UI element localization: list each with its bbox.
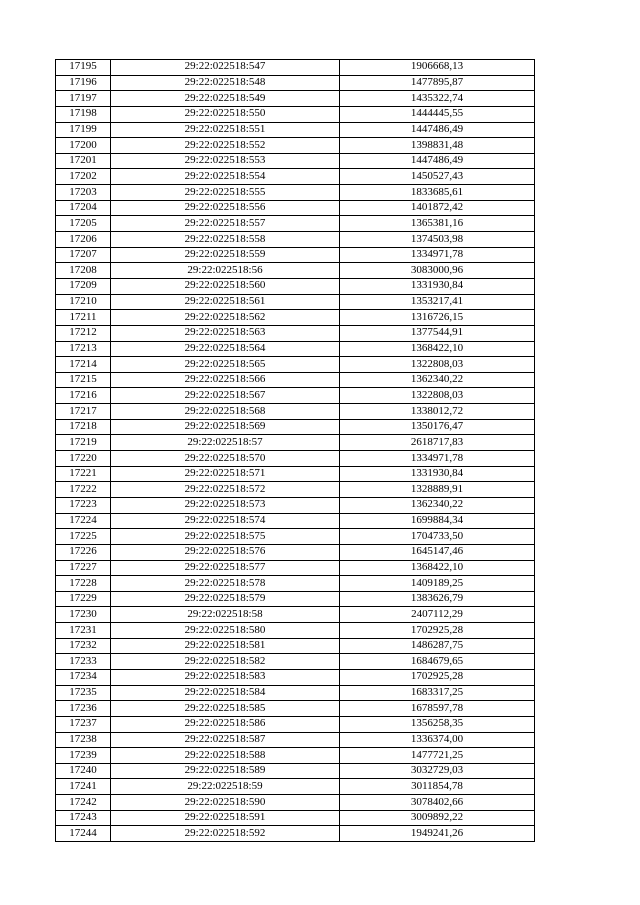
cadastral-number-cell: 29:22:022518:582 xyxy=(111,654,340,670)
cadastral-number-cell: 29:22:022518:568 xyxy=(111,404,340,420)
cadastral-number-cell: 29:22:022518:571 xyxy=(111,466,340,482)
table-row xyxy=(56,372,535,388)
table-row xyxy=(56,357,535,373)
row-number-cell: 17198 xyxy=(56,106,111,122)
cadastral-value-cell: 1699884,34 xyxy=(340,513,535,529)
row-number-cell: 17225 xyxy=(56,529,111,545)
cadastral-number-cell: 29:22:022518:588 xyxy=(111,748,340,764)
row-number-cell: 17202 xyxy=(56,169,111,185)
table-row xyxy=(56,607,535,623)
cadastral-value-cell: 1336374,00 xyxy=(340,732,535,748)
cadastral-number-cell: 29:22:022518:551 xyxy=(111,122,340,138)
cadastral-number-cell: 29:22:022518:549 xyxy=(111,91,340,107)
cadastral-number-cell: 29:22:022518:573 xyxy=(111,497,340,513)
row-number-cell: 17209 xyxy=(56,278,111,294)
cadastral-number-cell: 29:22:022518:547 xyxy=(111,60,340,76)
row-number-cell: 17234 xyxy=(56,669,111,685)
cadastral-value-cell: 1328889,91 xyxy=(340,482,535,498)
table-row xyxy=(56,419,535,435)
table-row xyxy=(56,404,535,420)
cadastral-value-cell: 1398831,48 xyxy=(340,138,535,154)
cadastral-number-cell: 29:22:022518:552 xyxy=(111,138,340,154)
table-row xyxy=(56,200,535,216)
cadastral-value-cell: 1322808,03 xyxy=(340,388,535,404)
cadastral-number-cell: 29:22:022518:57 xyxy=(111,435,340,451)
cadastral-number-cell: 29:22:022518:562 xyxy=(111,310,340,326)
row-number-cell: 17231 xyxy=(56,623,111,639)
row-number-cell: 17215 xyxy=(56,372,111,388)
row-number-cell: 17200 xyxy=(56,138,111,154)
table-row xyxy=(56,701,535,717)
table-row xyxy=(56,513,535,529)
cadastral-number-cell: 29:22:022518:558 xyxy=(111,232,340,248)
cadastral-value-cell: 1833685,61 xyxy=(340,185,535,201)
table-row xyxy=(56,122,535,138)
table-row xyxy=(56,278,535,294)
row-number-cell: 17195 xyxy=(56,60,111,76)
table-row xyxy=(56,341,535,357)
row-number-cell: 17227 xyxy=(56,560,111,576)
cadastral-value-cell: 3011854,78 xyxy=(340,779,535,795)
row-number-cell: 17211 xyxy=(56,310,111,326)
table-row xyxy=(56,669,535,685)
row-number-cell: 17229 xyxy=(56,591,111,607)
row-number-cell: 17197 xyxy=(56,91,111,107)
row-number-cell: 17244 xyxy=(56,826,111,842)
row-number-cell: 17220 xyxy=(56,451,111,467)
cadastral-value-cell: 1316726,15 xyxy=(340,310,535,326)
cadastral-number-cell: 29:22:022518:570 xyxy=(111,451,340,467)
cadastral-number-cell: 29:22:022518:565 xyxy=(111,357,340,373)
cadastral-number-cell: 29:22:022518:564 xyxy=(111,341,340,357)
cadastral-number-cell: 29:22:022518:592 xyxy=(111,826,340,842)
table-row xyxy=(56,591,535,607)
row-number-cell: 17207 xyxy=(56,247,111,263)
cadastral-number-cell: 29:22:022518:576 xyxy=(111,544,340,560)
row-number-cell: 17237 xyxy=(56,716,111,732)
row-number-cell: 17201 xyxy=(56,153,111,169)
cadastral-value-cell: 1409189,25 xyxy=(340,576,535,592)
row-number-cell: 17208 xyxy=(56,263,111,279)
cadastral-value-cell: 1477895,87 xyxy=(340,75,535,91)
table-row xyxy=(56,106,535,122)
cadastral-number-cell: 29:22:022518:581 xyxy=(111,638,340,654)
cadastral-number-cell: 29:22:022518:577 xyxy=(111,560,340,576)
cadastral-number-cell: 29:22:022518:575 xyxy=(111,529,340,545)
table-row xyxy=(56,388,535,404)
row-number-cell: 17210 xyxy=(56,294,111,310)
cadastral-number-cell: 29:22:022518:580 xyxy=(111,623,340,639)
table-row xyxy=(56,544,535,560)
table-row xyxy=(56,310,535,326)
cadastral-value-cell: 1702925,28 xyxy=(340,623,535,639)
cadastral-value-cell: 1356258,35 xyxy=(340,716,535,732)
row-number-cell: 17243 xyxy=(56,810,111,826)
table-row xyxy=(56,638,535,654)
cadastral-value-cell: 1331930,84 xyxy=(340,466,535,482)
row-number-cell: 17240 xyxy=(56,763,111,779)
cadastral-value-cell: 1444445,55 xyxy=(340,106,535,122)
cadastral-value-cell: 3083000,96 xyxy=(340,263,535,279)
cadastral-value-cell: 1949241,26 xyxy=(340,826,535,842)
cadastral-number-cell: 29:22:022518:583 xyxy=(111,669,340,685)
cadastral-value-cell: 2407112,29 xyxy=(340,607,535,623)
cadastral-number-cell: 29:22:022518:59 xyxy=(111,779,340,795)
row-number-cell: 17230 xyxy=(56,607,111,623)
cadastral-value-cell: 1334971,78 xyxy=(340,247,535,263)
cadastral-number-cell: 29:22:022518:569 xyxy=(111,419,340,435)
table-row xyxy=(56,138,535,154)
row-number-cell: 17218 xyxy=(56,419,111,435)
cadastral-value-table xyxy=(55,59,535,842)
cadastral-value-cell: 3078402,66 xyxy=(340,795,535,811)
cadastral-number-cell: 29:22:022518:559 xyxy=(111,247,340,263)
cadastral-value-cell: 3009892,22 xyxy=(340,810,535,826)
table-row xyxy=(56,169,535,185)
table-row xyxy=(56,748,535,764)
table-row xyxy=(56,294,535,310)
cadastral-number-cell: 29:22:022518:550 xyxy=(111,106,340,122)
cadastral-value-cell: 1362340,22 xyxy=(340,497,535,513)
cadastral-value-cell: 1683317,25 xyxy=(340,685,535,701)
table-row xyxy=(56,153,535,169)
cadastral-number-cell: 29:22:022518:589 xyxy=(111,763,340,779)
cadastral-number-cell: 29:22:022518:553 xyxy=(111,153,340,169)
table-row xyxy=(56,810,535,826)
cadastral-number-cell: 29:22:022518:561 xyxy=(111,294,340,310)
cadastral-value-cell: 1322808,03 xyxy=(340,357,535,373)
row-number-cell: 17196 xyxy=(56,75,111,91)
cadastral-value-cell: 1702925,28 xyxy=(340,669,535,685)
row-number-cell: 17205 xyxy=(56,216,111,232)
cadastral-value-cell: 1365381,16 xyxy=(340,216,535,232)
table-row xyxy=(56,576,535,592)
cadastral-value-cell: 1906668,13 xyxy=(340,60,535,76)
table-row xyxy=(56,466,535,482)
row-number-cell: 17232 xyxy=(56,638,111,654)
cadastral-number-cell: 29:22:022518:560 xyxy=(111,278,340,294)
row-number-cell: 17221 xyxy=(56,466,111,482)
cadastral-number-cell: 29:22:022518:572 xyxy=(111,482,340,498)
cadastral-value-cell: 1362340,22 xyxy=(340,372,535,388)
table-row xyxy=(56,732,535,748)
cadastral-value-cell: 1401872,42 xyxy=(340,200,535,216)
table-row xyxy=(56,247,535,263)
cadastral-value-cell: 1374503,98 xyxy=(340,232,535,248)
cadastral-number-cell: 29:22:022518:586 xyxy=(111,716,340,732)
table-row xyxy=(56,435,535,451)
cadastral-number-cell: 29:22:022518:58 xyxy=(111,607,340,623)
row-number-cell: 17226 xyxy=(56,544,111,560)
cadastral-number-cell: 29:22:022518:557 xyxy=(111,216,340,232)
table-row xyxy=(56,185,535,201)
cadastral-value-cell: 1334971,78 xyxy=(340,451,535,467)
table-row xyxy=(56,685,535,701)
cadastral-value-cell: 1447486,49 xyxy=(340,153,535,169)
cadastral-number-cell: 29:22:022518:584 xyxy=(111,685,340,701)
table-row xyxy=(56,623,535,639)
row-number-cell: 17217 xyxy=(56,404,111,420)
cadastral-number-cell: 29:22:022518:585 xyxy=(111,701,340,717)
cadastral-number-cell: 29:22:022518:590 xyxy=(111,795,340,811)
cadastral-value-cell: 1383626,79 xyxy=(340,591,535,607)
table-row xyxy=(56,826,535,842)
table-row xyxy=(56,654,535,670)
table-row xyxy=(56,529,535,545)
row-number-cell: 17242 xyxy=(56,795,111,811)
cadastral-value-cell: 1486287,75 xyxy=(340,638,535,654)
cadastral-number-cell: 29:22:022518:566 xyxy=(111,372,340,388)
cadastral-number-cell: 29:22:022518:548 xyxy=(111,75,340,91)
cadastral-value-cell: 1368422,10 xyxy=(340,560,535,576)
table-row xyxy=(56,325,535,341)
row-number-cell: 17235 xyxy=(56,685,111,701)
cadastral-number-cell: 29:22:022518:574 xyxy=(111,513,340,529)
table-row xyxy=(56,216,535,232)
row-number-cell: 17239 xyxy=(56,748,111,764)
cadastral-value-cell: 1353217,41 xyxy=(340,294,535,310)
cadastral-value-cell: 3032729,03 xyxy=(340,763,535,779)
table-row xyxy=(56,91,535,107)
cadastral-value-cell: 1377544,91 xyxy=(340,325,535,341)
cadastral-number-cell: 29:22:022518:556 xyxy=(111,200,340,216)
cadastral-value-cell: 1368422,10 xyxy=(340,341,535,357)
row-number-cell: 17224 xyxy=(56,513,111,529)
cadastral-value-cell: 1350176,47 xyxy=(340,419,535,435)
cadastral-value-cell: 1338012,72 xyxy=(340,404,535,420)
cadastral-value-cell: 2618717,83 xyxy=(340,435,535,451)
cadastral-number-cell: 29:22:022518:579 xyxy=(111,591,340,607)
table-row xyxy=(56,497,535,513)
cadastral-value-cell: 1684679,65 xyxy=(340,654,535,670)
row-number-cell: 17199 xyxy=(56,122,111,138)
cadastral-value-cell: 1678597,78 xyxy=(340,701,535,717)
cadastral-number-cell: 29:22:022518:587 xyxy=(111,732,340,748)
table-row xyxy=(56,560,535,576)
row-number-cell: 17238 xyxy=(56,732,111,748)
row-number-cell: 17214 xyxy=(56,357,111,373)
cadastral-value-cell: 1331930,84 xyxy=(340,278,535,294)
cadastral-number-cell: 29:22:022518:56 xyxy=(111,263,340,279)
table-row xyxy=(56,795,535,811)
row-number-cell: 17223 xyxy=(56,497,111,513)
cadastral-value-cell: 1704733,50 xyxy=(340,529,535,545)
table-row xyxy=(56,763,535,779)
row-number-cell: 17212 xyxy=(56,325,111,341)
cadastral-value-cell: 1435322,74 xyxy=(340,91,535,107)
row-number-cell: 17219 xyxy=(56,435,111,451)
row-number-cell: 17213 xyxy=(56,341,111,357)
table-row xyxy=(56,716,535,732)
cadastral-number-cell: 29:22:022518:555 xyxy=(111,185,340,201)
row-number-cell: 17206 xyxy=(56,232,111,248)
row-number-cell: 17222 xyxy=(56,482,111,498)
table-row xyxy=(56,779,535,795)
row-number-cell: 17241 xyxy=(56,779,111,795)
cadastral-number-cell: 29:22:022518:554 xyxy=(111,169,340,185)
cadastral-number-cell: 29:22:022518:563 xyxy=(111,325,340,341)
row-number-cell: 17203 xyxy=(56,185,111,201)
table-row xyxy=(56,75,535,91)
cadastral-number-cell: 29:22:022518:591 xyxy=(111,810,340,826)
cadastral-number-cell: 29:22:022518:578 xyxy=(111,576,340,592)
table-row xyxy=(56,60,535,76)
cadastral-value-cell: 1645147,46 xyxy=(340,544,535,560)
table-row xyxy=(56,451,535,467)
row-number-cell: 17228 xyxy=(56,576,111,592)
row-number-cell: 17233 xyxy=(56,654,111,670)
table-row xyxy=(56,482,535,498)
table-row xyxy=(56,263,535,279)
row-number-cell: 17236 xyxy=(56,701,111,717)
table-row xyxy=(56,232,535,248)
row-number-cell: 17204 xyxy=(56,200,111,216)
table-body xyxy=(56,60,535,842)
row-number-cell: 17216 xyxy=(56,388,111,404)
cadastral-value-cell: 1450527,43 xyxy=(340,169,535,185)
cadastral-value-cell: 1477721,25 xyxy=(340,748,535,764)
cadastral-number-cell: 29:22:022518:567 xyxy=(111,388,340,404)
cadastral-value-cell: 1447486,49 xyxy=(340,122,535,138)
